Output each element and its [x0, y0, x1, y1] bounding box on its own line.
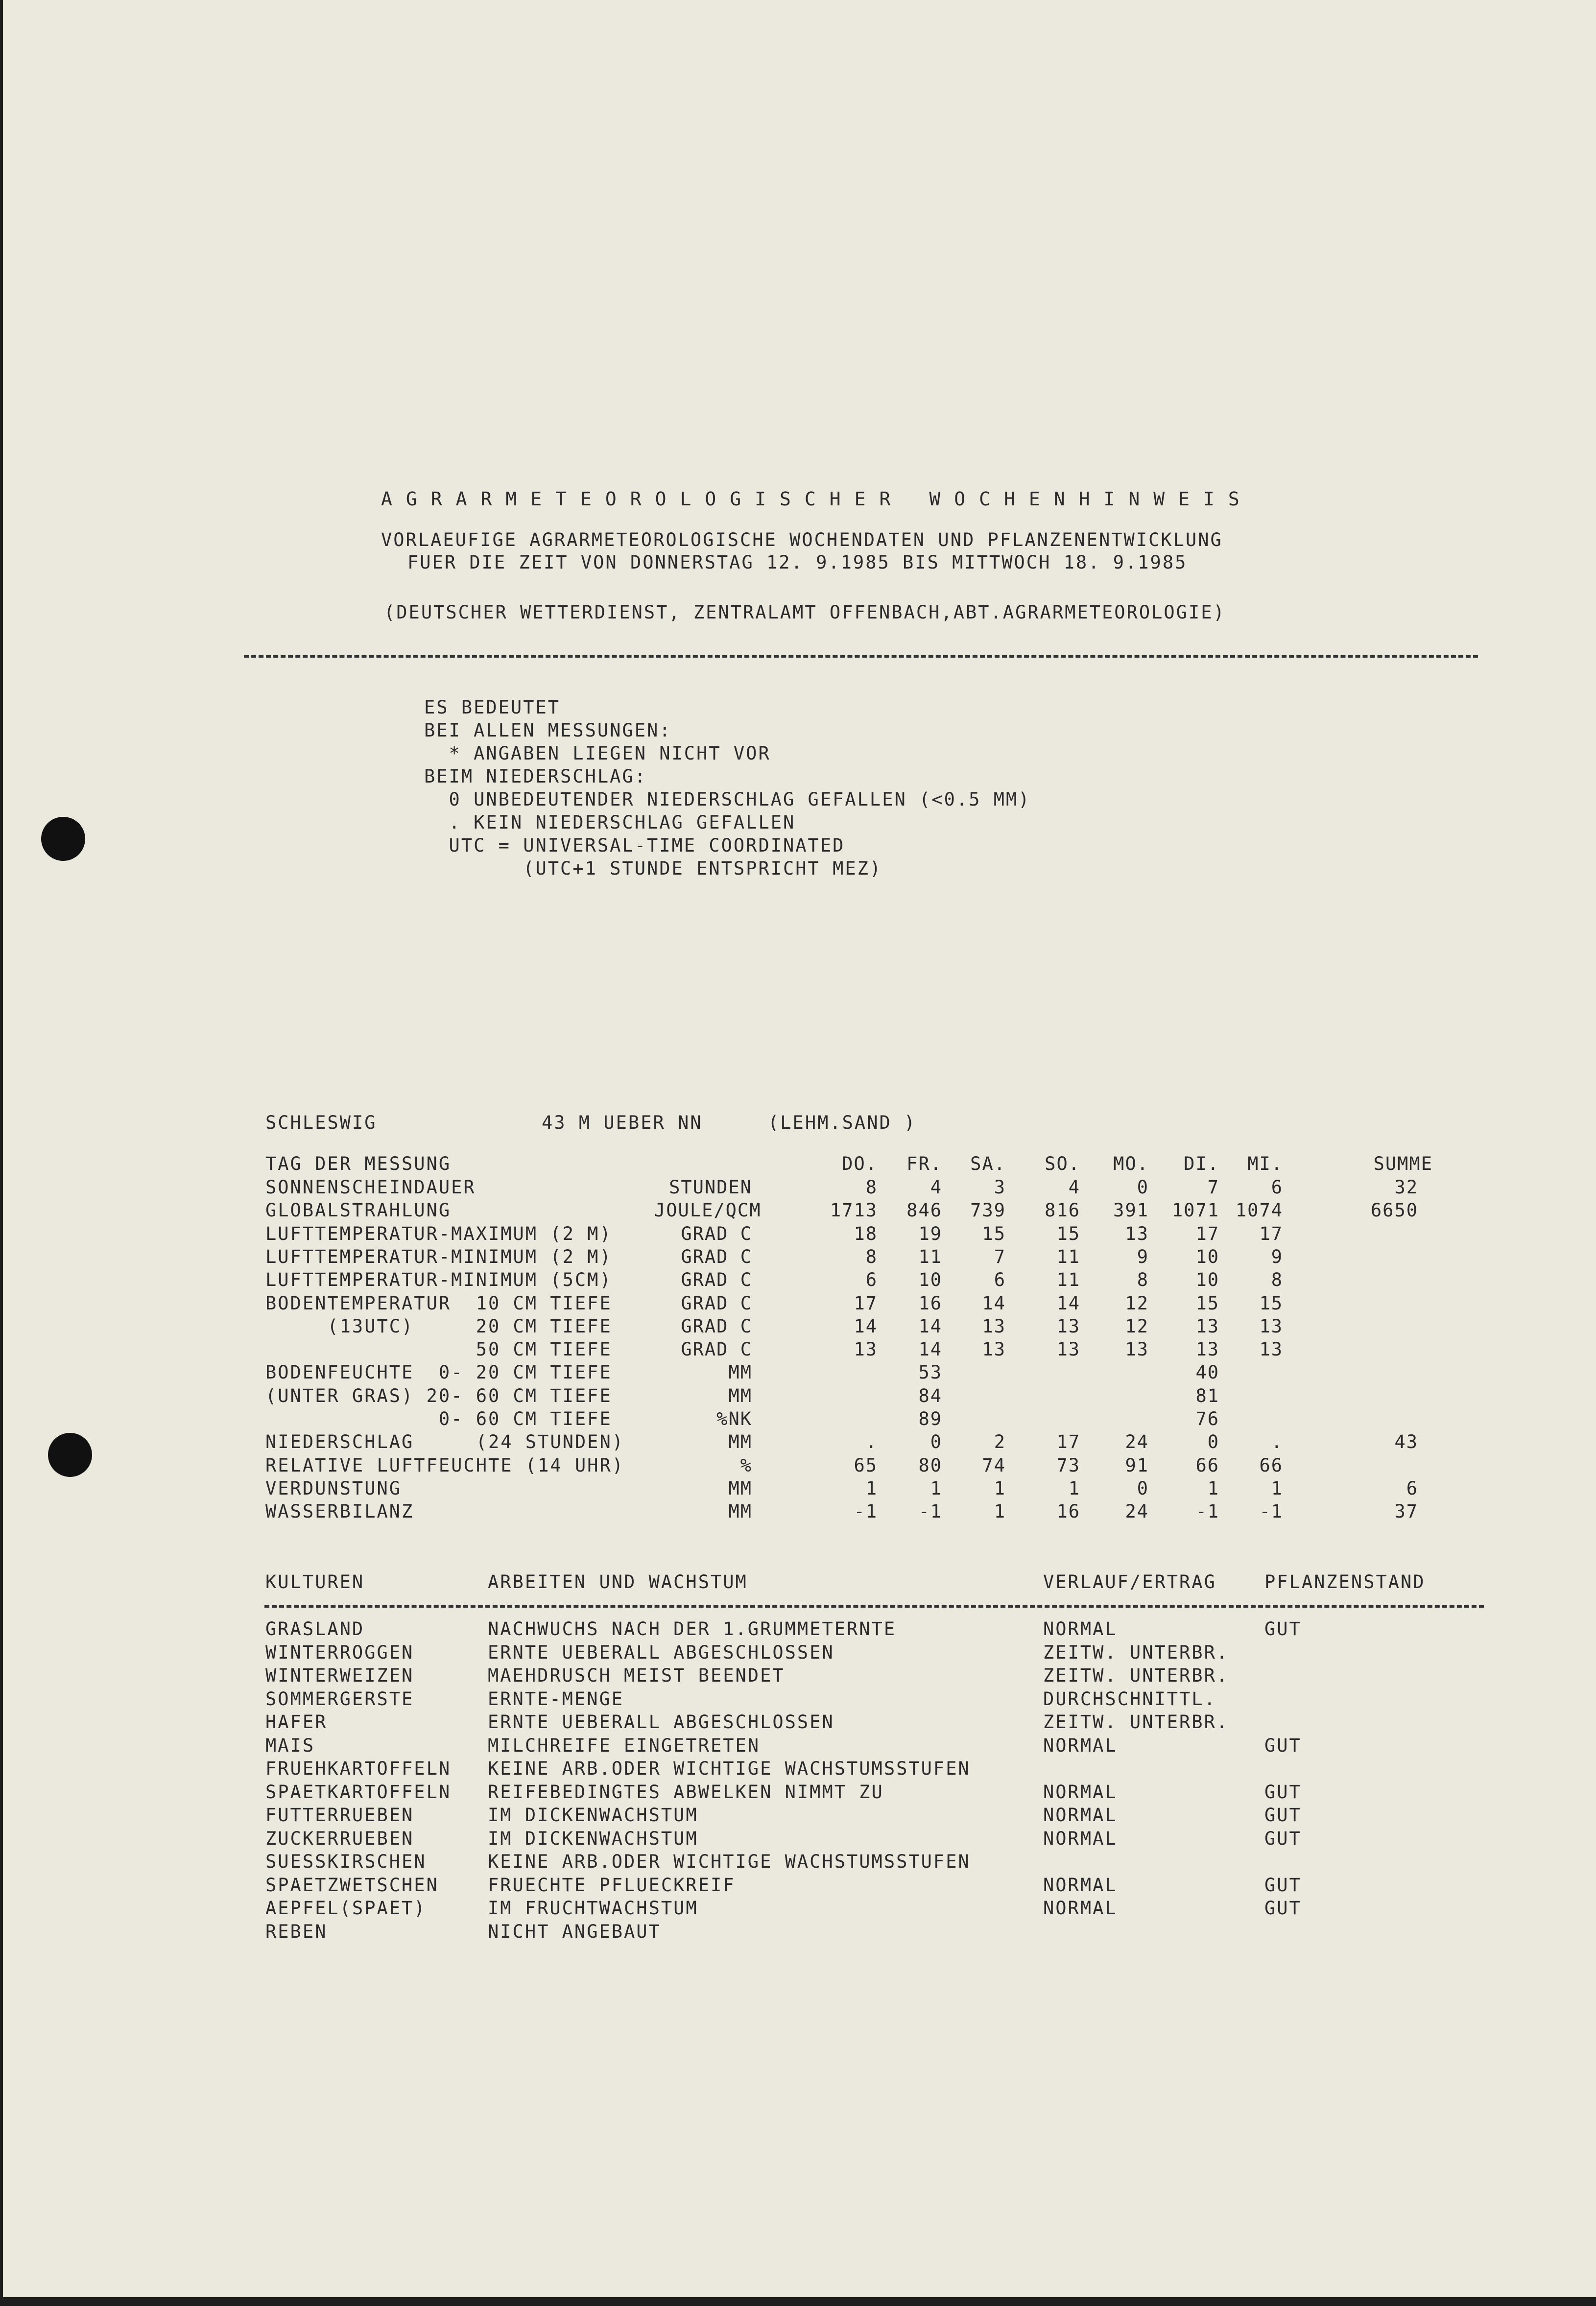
crop-column-header: VERLAUF/ERTRAG: [1043, 1571, 1216, 1593]
measurement-value: 80: [918, 1455, 942, 1476]
day-header: DI.: [1184, 1153, 1219, 1174]
measurement-value: 19: [918, 1223, 942, 1244]
measurement-value: 4: [930, 1177, 942, 1198]
measurement-value: 73: [1056, 1455, 1080, 1476]
measurement-unit: GRAD C: [681, 1339, 752, 1360]
measurement-value: 14: [982, 1293, 1006, 1314]
measurement-value: 13: [1125, 1339, 1149, 1360]
document-subtitle-2: FUER DIE ZEIT VON DONNERSTAG 12. 9.1985 BIS MITTWOCH 18. 9.1985: [407, 552, 1188, 573]
measurement-unit: MM: [728, 1501, 752, 1522]
measurement-value: 17: [854, 1293, 878, 1314]
crop-course: NORMAL: [1043, 1875, 1118, 1896]
measurement-value: 16: [918, 1293, 942, 1314]
measurement-value: 1713: [830, 1200, 878, 1221]
measurement-value: 81: [1195, 1385, 1219, 1406]
crop-course: NORMAL: [1043, 1782, 1118, 1803]
measurement-value: 8: [1271, 1269, 1283, 1290]
measurement-value: .: [1271, 1431, 1283, 1452]
measurement-value: 17: [1195, 1223, 1219, 1244]
measurement-value: 24: [1125, 1501, 1149, 1522]
crop-work: IM DICKENWACHSTUM: [488, 1828, 698, 1849]
crop-work: IM FRUCHTWACHSTUM: [488, 1898, 698, 1919]
measurement-value: 8: [865, 1246, 878, 1267]
measurement-value: 8: [1137, 1269, 1149, 1290]
crop-name: SUESSKIRSCHEN: [265, 1851, 427, 1872]
measurement-value: 846: [906, 1200, 942, 1221]
measurement-sum: 6650: [1370, 1200, 1418, 1221]
measurement-value: 13: [1259, 1316, 1283, 1337]
measurement-value: 1: [994, 1501, 1006, 1522]
legend-line: BEIM NIEDERSCHLAG:: [424, 766, 647, 787]
measurement-unit: GRAD C: [681, 1246, 752, 1267]
measurement-label: (UNTER GRAS) 20- 60 CM TIEFE: [265, 1385, 612, 1406]
measurement-value: 739: [970, 1200, 1006, 1221]
header-divider: [244, 655, 1478, 658]
document-subtitle-1: VORLAEUFIGE AGRARMETEOROLOGISCHE WOCHENDATEN UND PFLANZENENTWICKLUNG: [381, 529, 1223, 550]
day-header: MO.: [1113, 1153, 1149, 1174]
measurement-sum: 37: [1394, 1501, 1418, 1522]
crop-work: KEINE ARB.ODER WICHTIGE WACHSTUMSSTUFEN: [488, 1851, 971, 1872]
measurement-value: 15: [1259, 1293, 1283, 1314]
legend-line: * ANGABEN LIEGEN NICHT VOR: [424, 743, 771, 764]
measurement-value: 0: [1137, 1478, 1149, 1499]
sum-header: SUMME: [1373, 1153, 1433, 1174]
measurement-unit: GRAD C: [681, 1316, 752, 1337]
measurement-value: 14: [918, 1316, 942, 1337]
measurement-value: 76: [1195, 1408, 1219, 1429]
measurement-label: LUFTTEMPERATUR-MINIMUM (2 M): [265, 1246, 612, 1267]
measurement-value: 7: [994, 1246, 1006, 1267]
measurement-value: 1071: [1171, 1200, 1219, 1221]
legend-line: BEI ALLEN MESSUNGEN:: [424, 720, 672, 741]
measurement-value: 11: [1056, 1246, 1080, 1267]
measurement-value: 6: [994, 1269, 1006, 1290]
measurement-value: 1074: [1235, 1200, 1283, 1221]
measurement-value: 8: [865, 1177, 878, 1198]
measurement-value: 66: [1259, 1455, 1283, 1476]
crop-state: GUT: [1264, 1805, 1302, 1826]
measurement-value: 391: [1113, 1200, 1149, 1221]
measurement-value: 3: [994, 1177, 1006, 1198]
legend-line: ES BEDEUTET: [424, 697, 561, 718]
measurement-label: WASSERBILANZ: [265, 1501, 414, 1522]
crop-name: SOMMERGERSTE: [265, 1688, 414, 1710]
day-header: FR.: [906, 1153, 942, 1174]
measurement-value: 13: [1125, 1223, 1149, 1244]
station-name: SCHLESWIG: [265, 1112, 377, 1133]
measurement-value: 14: [854, 1316, 878, 1337]
crop-work: NICHT ANGEBAUT: [488, 1921, 661, 1942]
measurement-value: -1: [854, 1501, 878, 1522]
day-header: DO.: [842, 1153, 878, 1174]
measurement-value: 6: [1271, 1177, 1283, 1198]
measurement-sum: 43: [1394, 1431, 1418, 1452]
measurement-sum: 6: [1406, 1478, 1418, 1499]
measurement-value: 2: [994, 1431, 1006, 1452]
document-title: AGRARMETEOROLOGISCHER WOCHENHINWEIS: [381, 488, 1253, 510]
crop-state: GUT: [1264, 1782, 1302, 1803]
measurement-value: 84: [918, 1385, 942, 1406]
measurement-label: LUFTTEMPERATUR-MAXIMUM (2 M): [265, 1223, 612, 1244]
measurement-value: 65: [854, 1455, 878, 1476]
measurement-label: 50 CM TIEFE: [265, 1339, 612, 1360]
measurement-value: 11: [1056, 1269, 1080, 1290]
crop-work: NACHWUCHS NACH DER 1.GRUMMETERNTE: [488, 1618, 897, 1640]
crop-work: ERNTE UEBERALL ABGESCHLOSSEN: [488, 1642, 834, 1663]
measurement-value: 24: [1125, 1431, 1149, 1452]
measurement-label: 0- 60 CM TIEFE: [265, 1408, 612, 1429]
measurement-label: BODENFEUCHTE 0- 20 CM TIEFE: [265, 1362, 612, 1383]
crop-state: GUT: [1264, 1735, 1302, 1756]
legend-line: (UTC+1 STUNDE ENTSPRICHT MEZ): [424, 858, 882, 879]
measurement-value: 91: [1125, 1455, 1149, 1476]
measurement-unit: MM: [728, 1431, 752, 1452]
measurement-value: 1: [1271, 1478, 1283, 1499]
measurement-value: 10: [1195, 1269, 1219, 1290]
measurement-value: 17: [1056, 1431, 1080, 1452]
crop-course: NORMAL: [1043, 1898, 1118, 1919]
day-header: SO.: [1045, 1153, 1080, 1174]
crop-work: KEINE ARB.ODER WICHTIGE WACHSTUMSSTUFEN: [488, 1758, 971, 1779]
crop-work: ERNTE-MENGE: [488, 1688, 624, 1710]
measurement-value: .: [865, 1431, 878, 1452]
measurement-value: 1: [994, 1478, 1006, 1499]
crop-work: MILCHREIFE EINGETRETEN: [488, 1735, 761, 1756]
measurement-value: 13: [1056, 1339, 1080, 1360]
crop-course: NORMAL: [1043, 1618, 1118, 1640]
measurement-value: -1: [1259, 1501, 1283, 1522]
station-elevation: 43 M UEBER NN: [542, 1112, 703, 1133]
crop-work: MAEHDRUSCH MEIST BEENDET: [488, 1665, 785, 1686]
crop-work: FRUECHTE PFLUECKREIF: [488, 1875, 736, 1896]
document-source: (DEUTSCHER WETTERDIENST, ZENTRALAMT OFFENBACH,ABT.AGRARMETEOROLOGIE): [384, 602, 1226, 623]
measurement-unit: MM: [728, 1478, 752, 1499]
crop-state: GUT: [1264, 1875, 1302, 1896]
measurement-value: 74: [982, 1455, 1006, 1476]
crop-column-header: KULTUREN: [265, 1571, 365, 1593]
crop-course: ZEITW. UNTERBR.: [1043, 1665, 1229, 1686]
crop-name: SPAETKARTOFFELN: [265, 1782, 452, 1803]
measurement-label: VERDUNSTUNG: [265, 1478, 402, 1499]
legend-line: . KEIN NIEDERSCHLAG GEFALLEN: [424, 812, 796, 833]
measurement-value: 4: [1068, 1177, 1080, 1198]
measurement-value: 1: [1068, 1478, 1080, 1499]
measurement-value: 15: [1056, 1223, 1080, 1244]
measurement-unit: MM: [728, 1362, 752, 1383]
measurement-sum: 32: [1394, 1177, 1418, 1198]
measurement-value: 9: [1137, 1246, 1149, 1267]
measurement-value: 89: [918, 1408, 942, 1429]
measurement-value: 13: [982, 1316, 1006, 1337]
measurement-value: 16: [1056, 1501, 1080, 1522]
measurement-value: 15: [1195, 1293, 1219, 1314]
measurement-value: 18: [854, 1223, 878, 1244]
measurement-value: 6: [865, 1269, 878, 1290]
legend-line: UTC = UNIVERSAL-TIME COORDINATED: [424, 835, 845, 856]
crop-work: REIFEBEDINGTES ABWELKEN NIMMT ZU: [488, 1782, 884, 1803]
measurement-value: 13: [1195, 1339, 1219, 1360]
crop-name: HAFER: [265, 1712, 328, 1733]
crop-name: AEPFEL(SPAET): [265, 1898, 427, 1919]
crop-name: FUTTERRUEBEN: [265, 1805, 414, 1826]
measurement-value: 17: [1259, 1223, 1283, 1244]
measurement-value: 1: [865, 1478, 878, 1499]
crop-course: ZEITW. UNTERBR.: [1043, 1712, 1229, 1733]
crop-course: DURCHSCHNITTL.: [1043, 1688, 1216, 1710]
crop-state: GUT: [1264, 1898, 1302, 1919]
crop-name: FRUEHKARTOFFELN: [265, 1758, 452, 1779]
measurement-value: -1: [1195, 1501, 1219, 1522]
crop-name: WINTERWEIZEN: [265, 1665, 414, 1686]
measurement-value: 1: [930, 1478, 942, 1499]
measurement-value: 14: [1056, 1293, 1080, 1314]
crop-work: ERNTE UEBERALL ABGESCHLOSSEN: [488, 1712, 834, 1733]
measurement-value: 1: [1207, 1478, 1219, 1499]
measurement-value: 13: [1259, 1339, 1283, 1360]
crop-header-divider: [264, 1605, 1484, 1608]
crop-column-header: PFLANZENSTAND: [1264, 1571, 1426, 1593]
measurement-value: 53: [918, 1362, 942, 1383]
measurement-value: 7: [1207, 1177, 1219, 1198]
measurement-value: 816: [1045, 1200, 1080, 1221]
measurement-value: 11: [918, 1246, 942, 1267]
measurement-value: 40: [1195, 1362, 1219, 1383]
measurement-label: BODENTEMPERATUR 10 CM TIEFE: [265, 1293, 612, 1314]
measurement-value: 0: [1137, 1177, 1149, 1198]
crop-name: MAIS: [265, 1735, 315, 1756]
measurement-value: 0: [1207, 1431, 1219, 1452]
crop-state: GUT: [1264, 1618, 1302, 1640]
measurement-value: 9: [1271, 1246, 1283, 1267]
measurement-unit: MM: [728, 1385, 752, 1406]
measurement-value: 12: [1125, 1316, 1149, 1337]
station-soil: (LEHM.SAND ): [768, 1112, 917, 1133]
measurement-value: 13: [854, 1339, 878, 1360]
crop-name: SPAETZWETSCHEN: [265, 1875, 439, 1896]
measurement-value: 10: [918, 1269, 942, 1290]
measurement-unit: JOULE/QCM: [654, 1200, 762, 1221]
crop-course: NORMAL: [1043, 1828, 1118, 1849]
measurement-value: 15: [982, 1223, 1006, 1244]
measurement-label: RELATIVE LUFTFEUCHTE (14 UHR): [265, 1455, 625, 1476]
measurement-label: SONNENSCHEINDAUER: [265, 1177, 476, 1198]
crop-name: WINTERROGGEN: [265, 1642, 414, 1663]
measurement-value: 66: [1195, 1455, 1219, 1476]
measurement-unit: GRAD C: [681, 1293, 752, 1314]
punch-hole-lower: [48, 1433, 92, 1477]
crop-course: NORMAL: [1043, 1735, 1118, 1756]
crop-course: ZEITW. UNTERBR.: [1043, 1642, 1229, 1663]
crop-column-header: ARBEITEN UND WACHSTUM: [488, 1571, 748, 1593]
punch-hole-upper: [41, 817, 85, 861]
measurement-unit: %NK: [716, 1408, 752, 1429]
measurement-value: 10: [1195, 1246, 1219, 1267]
crop-name: GRASLAND: [265, 1618, 365, 1640]
crop-name: REBEN: [265, 1921, 328, 1942]
measurement-value: 13: [1195, 1316, 1219, 1337]
measurement-label: NIEDERSCHLAG (24 STUNDEN): [265, 1431, 625, 1452]
day-header: MI.: [1247, 1153, 1283, 1174]
measurement-value: -1: [918, 1501, 942, 1522]
measurement-value: 13: [1056, 1316, 1080, 1337]
measurement-label: LUFTTEMPERATUR-MINIMUM (5CM): [265, 1269, 612, 1290]
measurement-unit: GRAD C: [681, 1223, 752, 1244]
crop-state: GUT: [1264, 1828, 1302, 1849]
measurement-label: GLOBALSTRAHLUNG: [265, 1200, 452, 1221]
measurement-unit: %: [740, 1455, 752, 1476]
crop-name: ZUCKERRUEBEN: [265, 1828, 414, 1849]
measurement-value: 14: [918, 1339, 942, 1360]
measurement-label: (13UTC) 20 CM TIEFE: [265, 1316, 612, 1337]
measurement-unit: STUNDEN: [669, 1177, 752, 1198]
day-header: SA.: [970, 1153, 1006, 1174]
measurement-value: 12: [1125, 1293, 1149, 1314]
measurement-value: 13: [982, 1339, 1006, 1360]
crop-work: IM DICKENWACHSTUM: [488, 1805, 698, 1826]
legend-line: 0 UNBEDEUTENDER NIEDERSCHLAG GEFALLEN (<0.5 MM): [424, 789, 1031, 810]
measurement-unit: GRAD C: [681, 1269, 752, 1290]
crop-course: NORMAL: [1043, 1805, 1118, 1826]
measurement-value: 0: [930, 1431, 942, 1452]
measurement-header-label: TAG DER MESSUNG: [265, 1153, 452, 1174]
